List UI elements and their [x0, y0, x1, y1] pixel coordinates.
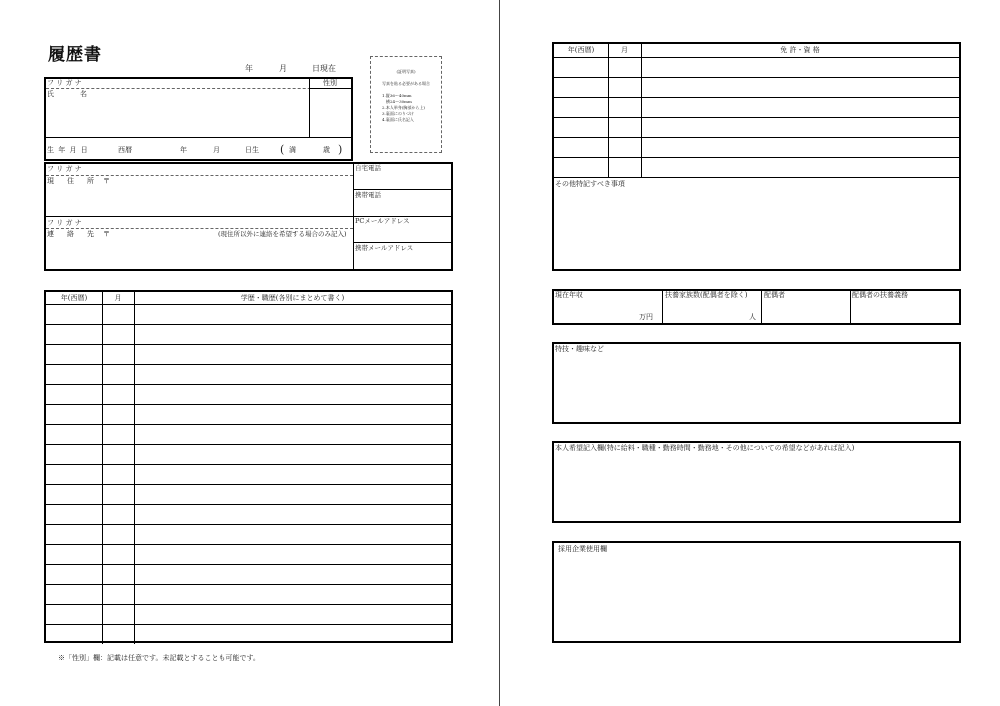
- spouse-support-input[interactable]: [853, 301, 957, 321]
- history-year-cell[interactable]: [47, 545, 101, 563]
- furigana-input[interactable]: [100, 79, 305, 88]
- mobile-phone-label: 携帯電話: [355, 191, 381, 199]
- photo-item: 3.裏面にのりづけ: [382, 111, 414, 116]
- page-divider: [499, 0, 500, 706]
- photo-heading: (証明写真): [396, 69, 416, 74]
- license-month-cell[interactable]: [609, 98, 640, 116]
- photo-item: 横24〜30mm: [386, 99, 412, 104]
- history-content-cell[interactable]: [135, 385, 450, 403]
- license-content-cell[interactable]: [642, 58, 958, 76]
- license-month-header: 月: [621, 46, 628, 54]
- history-month-cell[interactable]: [103, 365, 133, 383]
- dependents-label: 扶養家族数(配偶者を除く): [665, 291, 748, 299]
- gender-header-divider: [309, 88, 351, 89]
- license-content-cell[interactable]: [642, 158, 958, 176]
- history-year-cell[interactable]: [47, 345, 101, 363]
- history-year-cell[interactable]: [47, 605, 101, 623]
- page-title: 履歴書: [48, 45, 102, 65]
- dependents-input[interactable]: [665, 301, 745, 321]
- history-month-cell[interactable]: [103, 565, 133, 583]
- name-label: 氏 名: [47, 90, 91, 98]
- age-sai: 歳: [323, 146, 330, 154]
- history-year-cell[interactable]: [47, 505, 101, 523]
- current-address-input[interactable]: [112, 178, 350, 214]
- history-year-cell[interactable]: [47, 325, 101, 343]
- income-unit: 万円: [639, 313, 653, 321]
- gender-input[interactable]: [311, 90, 349, 135]
- history-content-cell[interactable]: [135, 345, 450, 363]
- history-year-cell[interactable]: [47, 305, 101, 323]
- history-content-cell[interactable]: [135, 525, 450, 543]
- history-year-cell[interactable]: [47, 445, 101, 463]
- license-year-cell[interactable]: [555, 58, 607, 76]
- postal-mark: 〒: [103, 177, 110, 185]
- furigana-label: フ リ ガ ナ: [47, 79, 82, 87]
- header-day-now: 日現在: [312, 64, 336, 73]
- license-content-cell[interactable]: [642, 78, 958, 96]
- wishes-label: 本人希望記入欄(特に給料・職種・勤務時間・勤務地・その他についての希望などがあれば記入): [555, 444, 855, 452]
- history-content-cell[interactable]: [135, 485, 450, 503]
- photo-box[interactable]: [370, 56, 442, 153]
- age-man: 満: [289, 146, 296, 154]
- company-use-label: 採用企業使用欄: [558, 545, 607, 553]
- company-use-box[interactable]: [552, 541, 961, 643]
- birth-month: 月: [213, 146, 220, 154]
- gender-label: 性別: [323, 79, 337, 87]
- history-month-cell[interactable]: [103, 625, 133, 643]
- history-year-header: 年(西暦): [60, 294, 88, 302]
- history-content-cell[interactable]: [135, 425, 450, 443]
- license-month-cell[interactable]: [609, 78, 640, 96]
- current-address-label: 現 住 所: [47, 177, 97, 185]
- license-month-cell[interactable]: [609, 118, 640, 136]
- mobile-mail-divider: [353, 242, 451, 243]
- history-year-cell[interactable]: [47, 385, 101, 403]
- birth-year: 年: [180, 146, 187, 154]
- other-notes-label: その他特記すべき事項: [555, 180, 625, 188]
- history-month-cell[interactable]: [103, 425, 133, 443]
- contact-address-input[interactable]: [112, 240, 350, 268]
- history-content-cell[interactable]: [135, 325, 450, 343]
- history-content-cell[interactable]: [135, 585, 450, 603]
- history-year-cell[interactable]: [47, 465, 101, 483]
- history-content-cell[interactable]: [135, 605, 450, 623]
- photo-item: 2.本人単身(胸部から上): [382, 105, 425, 110]
- spouse-input[interactable]: [764, 301, 846, 321]
- history-month-cell[interactable]: [103, 525, 133, 543]
- photo-note: 写真を貼る必要がある場合: [382, 81, 430, 86]
- home-phone-label: 自宅電話: [355, 164, 381, 172]
- other-notes-input[interactable]: [556, 191, 956, 267]
- contact-note: (現住所以外に連絡を希望する場合のみ記入): [218, 230, 347, 238]
- license-year-header: 年(西暦): [567, 46, 595, 54]
- history-year-cell[interactable]: [47, 425, 101, 443]
- history-content-cell[interactable]: [135, 465, 450, 483]
- history-content-cell[interactable]: [135, 445, 450, 463]
- birth-seireki: 西暦: [118, 146, 132, 154]
- spouse-support-label: 配偶者の扶養義務: [852, 291, 908, 299]
- license-year-cell[interactable]: [555, 138, 607, 156]
- postal-mark-2: 〒: [103, 230, 110, 238]
- history-year-cell[interactable]: [47, 565, 101, 583]
- license-content-header: 免 許・資 格: [780, 46, 820, 54]
- name-input[interactable]: [100, 95, 305, 133]
- history-month-header: 月: [114, 294, 122, 302]
- pc-mail-label: PCメールアドレス: [355, 217, 410, 225]
- photo-item: 4.裏面に氏名記入: [382, 117, 414, 122]
- history-table: [44, 290, 453, 643]
- birth-date-input[interactable]: [135, 141, 275, 157]
- income-divider-2: [761, 290, 762, 324]
- license-month-cell[interactable]: [609, 158, 640, 176]
- income-divider-3: [850, 290, 851, 324]
- license-year-cell[interactable]: [555, 98, 607, 116]
- contact-furigana-label: フ リ ガ ナ: [47, 219, 82, 227]
- skills-label: 特技・趣味など: [555, 345, 604, 353]
- income-divider-1: [662, 290, 663, 324]
- license-year-cell[interactable]: [555, 78, 607, 96]
- license-month-cell[interactable]: [609, 58, 640, 76]
- address-furigana-divider: [46, 175, 353, 176]
- age-open: (: [280, 143, 285, 156]
- license-year-cell[interactable]: [555, 158, 607, 176]
- history-month-cell[interactable]: [103, 405, 133, 423]
- address-furigana-label: フ リ ガ ナ: [47, 165, 82, 173]
- gender-footnote: ※「性別」欄：記載は任意です。未記載とすることも可能です。: [58, 654, 260, 662]
- wishes-box[interactable]: [552, 441, 961, 523]
- history-month-cell[interactable]: [103, 605, 133, 623]
- history-content-cell[interactable]: [135, 545, 450, 563]
- license-row-divider: [554, 177, 959, 178]
- history-month-cell[interactable]: [103, 385, 133, 403]
- history-month-cell[interactable]: [103, 345, 133, 363]
- license-content-cell[interactable]: [642, 118, 958, 136]
- contact-label: 連 絡 先: [47, 230, 97, 238]
- history-month-cell[interactable]: [103, 485, 133, 503]
- history-content-cell[interactable]: [135, 365, 450, 383]
- history-month-cell[interactable]: [103, 305, 133, 323]
- furigana-divider: [46, 88, 351, 89]
- history-month-cell[interactable]: [103, 445, 133, 463]
- history-year-cell[interactable]: [47, 485, 101, 503]
- history-month-cell[interactable]: [103, 585, 133, 603]
- history-month-cell[interactable]: [103, 545, 133, 563]
- license-table: [552, 42, 961, 271]
- history-month-cell[interactable]: [103, 325, 133, 343]
- home-phone-divider: [353, 189, 451, 190]
- history-content-cell[interactable]: [135, 505, 450, 523]
- history-content-header: 学歴・職歴(各別にまとめて書く): [240, 294, 345, 302]
- age-close: ): [338, 143, 343, 156]
- name-divider: [46, 137, 351, 138]
- birth-label: 生 年 月 日: [47, 146, 89, 154]
- photo-item: 1.縦36〜40mm: [382, 93, 412, 98]
- history-month-cell[interactable]: [103, 505, 133, 523]
- history-content-cell[interactable]: [135, 405, 450, 423]
- history-content-cell[interactable]: [135, 625, 450, 643]
- license-year-cell[interactable]: [555, 118, 607, 136]
- spouse-label: 配偶者: [764, 291, 785, 299]
- history-content-cell[interactable]: [135, 305, 450, 323]
- license-content-cell[interactable]: [642, 98, 958, 116]
- license-month-cell[interactable]: [609, 138, 640, 156]
- header-month: 月: [279, 64, 287, 73]
- history-year-cell[interactable]: [47, 405, 101, 423]
- birth-day: 日生: [245, 146, 259, 154]
- contact-furigana-divider: [46, 228, 353, 229]
- header-year: 年: [245, 64, 253, 73]
- history-year-cell[interactable]: [47, 625, 101, 643]
- skills-box[interactable]: [552, 342, 961, 424]
- history-month-cell[interactable]: [103, 465, 133, 483]
- history-year-cell[interactable]: [47, 525, 101, 543]
- current-income-label: 現在年収: [555, 291, 583, 299]
- income-input[interactable]: [556, 301, 636, 321]
- history-year-cell[interactable]: [47, 585, 101, 603]
- history-year-cell[interactable]: [47, 365, 101, 383]
- license-content-cell[interactable]: [642, 138, 958, 156]
- history-content-cell[interactable]: [135, 565, 450, 583]
- dependents-unit: 人: [749, 313, 756, 321]
- mobile-mail-label: 携帯メールアドレス: [355, 244, 414, 252]
